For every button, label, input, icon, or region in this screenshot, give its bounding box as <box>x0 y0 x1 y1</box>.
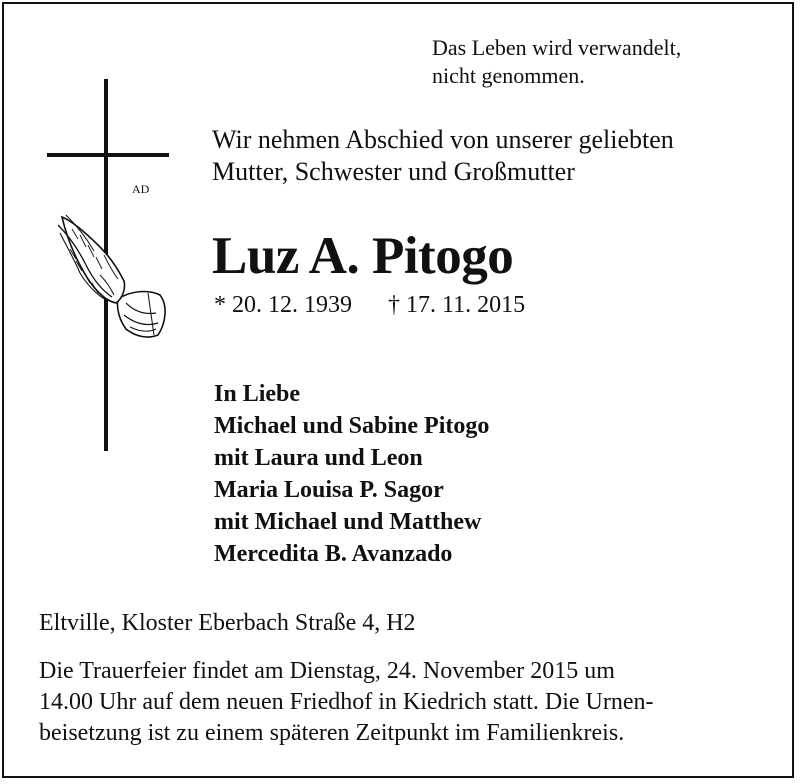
intro-text <box>212 124 674 188</box>
monogram-text: AD <box>132 182 150 196</box>
mourner-line: Maria Louisa P. Sagor <box>214 477 444 503</box>
life-dates <box>214 290 525 320</box>
cross-illustration <box>44 79 179 454</box>
intro-line: Mutter, Schwester und Großmutter <box>212 157 575 186</box>
ceremony-line: 14.00 Uhr auf dem neuen Friedhof in Kiedrich statt. Die Urnen- <box>39 689 654 715</box>
cross-icon <box>44 79 179 454</box>
mourner-line: In Liebe <box>214 381 301 407</box>
mourner-line: mit Laura und Leon <box>214 445 423 471</box>
address: Eltville, Kloster Eberbach Straße 4, H2 <box>39 610 416 636</box>
motto-line: nicht genommen. <box>432 63 585 88</box>
monogram <box>132 182 150 196</box>
intro-line: Wir nehmen Abschied von unserer geliebten <box>212 125 674 154</box>
motto-line: Das Leben wird verwandelt, <box>432 35 682 60</box>
mourners-list <box>214 378 489 570</box>
motto <box>432 34 681 90</box>
mourner-line: mit Michael und Matthew <box>214 509 482 535</box>
obituary-notice <box>2 2 794 778</box>
ceremony-line: beisetzung ist zu einem späteren Zeitpunkt im Familienkreis. <box>39 720 625 746</box>
praying-hands-icon <box>58 215 165 337</box>
ceremony-line: Die Trauerfeier findet am Dienstag, 24. November 2015 um <box>39 658 615 684</box>
mourner-line: Michael und Sabine Pitogo <box>214 413 490 439</box>
mourner-line: Mercedita B. Avanzado <box>214 541 453 567</box>
ceremony-info <box>39 656 654 749</box>
deceased-name: Luz A. Pitogo <box>212 227 514 285</box>
death-date: † 17. 11. 2015 <box>388 292 526 318</box>
birth-date: * 20. 12. 1939 <box>214 292 352 318</box>
